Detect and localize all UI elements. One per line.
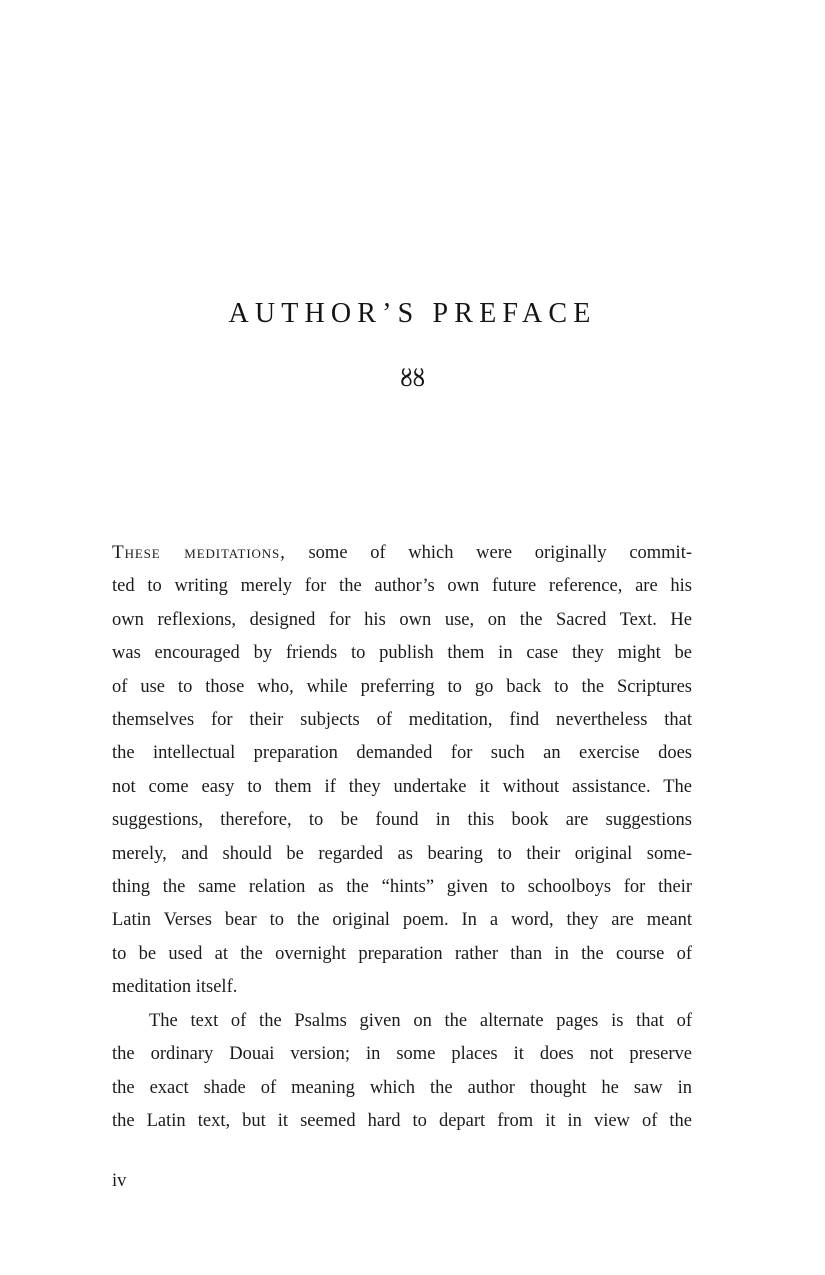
- paragraph-1-last-line: meditation itself.: [112, 977, 238, 998]
- paragraph-2-line: the Latin text, but it seemed hard to depart from it in view of the: [112, 1110, 692, 1131]
- paragraph-2-line: The text of the Psalms given on the alternate pages is that of: [149, 1010, 692, 1031]
- opening-line-rest: some of which were originally commit-: [285, 543, 692, 563]
- ornament-left-curl-icon: ȣ: [400, 366, 413, 392]
- paragraph-1-line: Latin Verses bear to the original poem. In a word, they are meant: [112, 910, 692, 931]
- page-title: AUTHOR’S PREFACE: [228, 298, 597, 329]
- ornament-right-curl-icon: ȣ: [412, 366, 425, 392]
- paragraph-1-line: was encouraged by friends to publish them in case they might be: [112, 643, 692, 664]
- paragraph-2-line: the exact shade of meaning which the author thought he saw in: [112, 1077, 692, 1098]
- paragraph-1-line: not come easy to them if they undertake it without assistance. The: [112, 776, 692, 797]
- paragraph-1-line: merely, and should be regarded as bearing to their original some-: [112, 843, 692, 864]
- paragraph-1-line: themselves for their subjects of meditation, find nevertheless that: [112, 710, 692, 731]
- body-text: [112, 536, 692, 1138]
- small-caps-opening: These meditations,: [112, 542, 286, 563]
- paragraph-1-line: suggestions, therefore, to be found in this book are suggestions: [112, 810, 692, 831]
- page-number: iv: [112, 1171, 127, 1191]
- paragraph-1-line: [112, 536, 692, 570]
- paragraph-1-line: own reflexions, designed for his own use, on the Sacred Text. He: [112, 609, 692, 630]
- paragraph-2-line: the ordinary Douai version; in some places it does not preserve: [112, 1044, 692, 1065]
- paragraph-1-line: the intellectual preparation demanded for such an exercise does: [112, 743, 692, 764]
- paragraph-1-line: ted to writing merely for the author’s own future reference, are his: [112, 576, 692, 597]
- section-ornament: [0, 366, 825, 392]
- paragraph-1-line: to be used at the overnight preparation rather than in the course of: [112, 943, 692, 964]
- paragraph-1-line: of use to those who, while preferring to go back to the Scriptures: [112, 676, 692, 697]
- paragraph-1-line: thing the same relation as the “hints” given to schoolboys for their: [112, 877, 692, 898]
